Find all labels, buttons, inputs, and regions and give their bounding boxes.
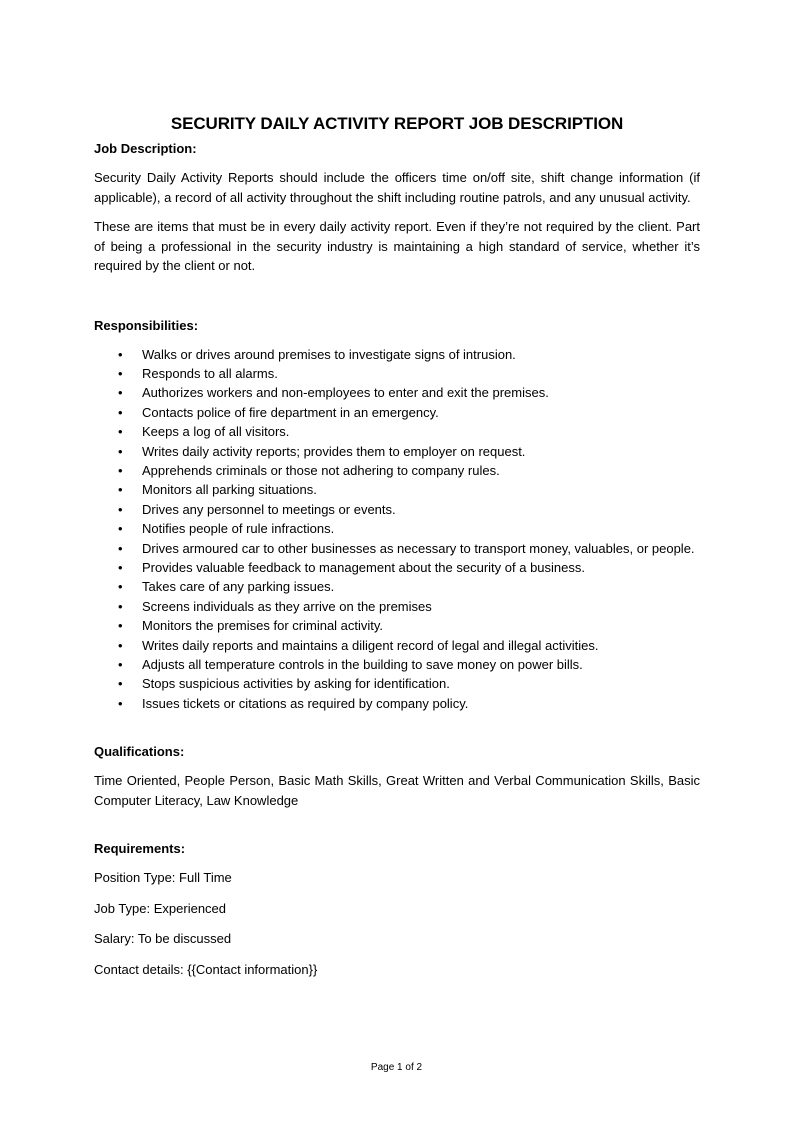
- qualifications-text: Time Oriented, People Person, Basic Math Skills, Great Written and Verbal Communication Skills, Basic Computer Literacy, Law Knowledge: [94, 773, 700, 808]
- responsibility-item: [94, 674, 700, 693]
- responsibility-text: Contacts police of fire department in an emergency.: [142, 404, 439, 420]
- responsibility-item: [94, 539, 700, 558]
- responsibility-text: Monitors all parking situations.: [142, 482, 317, 498]
- responsibility-text: Keeps a log of all visitors.: [142, 424, 290, 440]
- bullet-icon: •: [118, 540, 123, 556]
- requirement-position-type: Position Type: Full Time: [94, 870, 232, 886]
- responsibility-text: Walks or drives around premises to investigate signs of intrusion.: [142, 346, 516, 362]
- job-description-paragraph-1: Security Daily Activity Reports should include the officers time on/off site, shift change information (if applicable), a record of all activity throughout the shift including routine patrols, and any unusual activity.: [94, 170, 700, 205]
- responsibility-item: [94, 519, 700, 538]
- responsibility-text: Issues tickets or citations as required by company policy.: [142, 695, 469, 711]
- requirement-contact-details: Contact details: {{Contact information}}: [94, 961, 318, 977]
- responsibility-text: Takes care of any parking issues.: [142, 579, 335, 595]
- responsibility-text: Apprehends criminals or those not adhering to company rules.: [142, 462, 500, 478]
- responsibility-item: [94, 422, 700, 441]
- responsibility-item: [94, 345, 700, 364]
- bullet-icon: •: [118, 657, 123, 672]
- responsibility-text: Drives any personnel to meetings or events.: [142, 501, 396, 517]
- responsibility-text: Monitors the premises for criminal activity.: [142, 618, 384, 634]
- bullet-icon: •: [118, 385, 123, 401]
- bullet-icon: •: [118, 346, 123, 362]
- bullet-icon: •: [118, 482, 123, 498]
- responsibilities-list: [94, 345, 700, 714]
- job-description-heading: Job Description:: [94, 141, 197, 156]
- responsibilities-heading: Responsibilities:: [94, 317, 199, 333]
- responsibility-text: Writes daily reports and maintains a diligent record of legal and illegal activities.: [142, 637, 599, 653]
- responsibility-item: [94, 636, 700, 655]
- spacer: [94, 820, 700, 839]
- responsibility-text: Drives armoured car to other businesses as necessary to transport money, valuables, or people.: [142, 540, 695, 556]
- bullet-icon: •: [118, 404, 123, 420]
- responsibility-item: [94, 558, 700, 577]
- bullet-icon: •: [118, 365, 123, 381]
- bullet-icon: •: [118, 598, 123, 614]
- responsibility-item: [94, 577, 700, 596]
- bullet-icon: •: [118, 462, 123, 478]
- responsibility-text: Responds to all alarms.: [142, 365, 278, 381]
- bullet-icon: •: [118, 695, 123, 711]
- bullet-icon: •: [118, 521, 123, 537]
- bullet-icon: •: [118, 424, 123, 440]
- responsibility-text: Stops suspicious activities by asking for identification.: [142, 676, 450, 692]
- requirement-salary: Salary: To be discussed: [94, 931, 232, 947]
- bullet-icon: •: [118, 579, 123, 595]
- spacer: [94, 713, 700, 732]
- responsibility-item: [94, 597, 700, 616]
- qualifications-heading: Qualifications:: [94, 744, 185, 760]
- bullet-icon: •: [118, 501, 123, 517]
- responsibility-item: [94, 616, 700, 635]
- requirement-job-type: Job Type: Experienced: [94, 900, 227, 916]
- responsibility-item: [94, 655, 700, 674]
- bullet-icon: •: [118, 559, 123, 575]
- spacer: [94, 286, 700, 316]
- responsibility-text: Adjusts all temperature controls in the building to save money on power bills.: [142, 657, 583, 672]
- responsibility-item: [94, 403, 700, 422]
- responsibility-text: Writes daily activity reports; provides them to employer on request.: [142, 443, 526, 459]
- document-body: [94, 112, 700, 990]
- requirements-heading: Requirements:: [94, 841, 186, 857]
- responsibility-item: [94, 442, 700, 461]
- responsibility-text: Provides valuable feedback to management about the security of a business.: [142, 559, 585, 575]
- responsibility-item: [94, 694, 700, 713]
- responsibility-item: [94, 461, 700, 480]
- bullet-icon: •: [118, 618, 123, 634]
- responsibility-text: Notifies people of rule infractions.: [142, 521, 335, 537]
- document-title: SECURITY DAILY ACTIVITY REPORT JOB DESCRIPTION: [170, 114, 624, 133]
- bullet-icon: •: [118, 443, 123, 459]
- responsibility-text: Screens individuals as they arrive on the premises: [142, 598, 432, 614]
- responsibility-item: [94, 500, 700, 519]
- bullet-icon: •: [118, 637, 123, 653]
- responsibility-item: [94, 364, 700, 383]
- responsibility-item: [94, 480, 700, 499]
- responsibility-item: [94, 383, 700, 402]
- page-number-footer: Page 1 of 2: [370, 1062, 423, 1073]
- job-description-paragraph-2: These are items that must be in every daily activity report. Even if they’re not required by the client. Part of being a professional in the security industry is maintaining a high standard of service, whether it’s required by the client or not.: [94, 219, 700, 273]
- bullet-icon: •: [118, 676, 123, 692]
- responsibility-text: Authorizes workers and non-employees to enter and exit the premises.: [142, 385, 549, 401]
